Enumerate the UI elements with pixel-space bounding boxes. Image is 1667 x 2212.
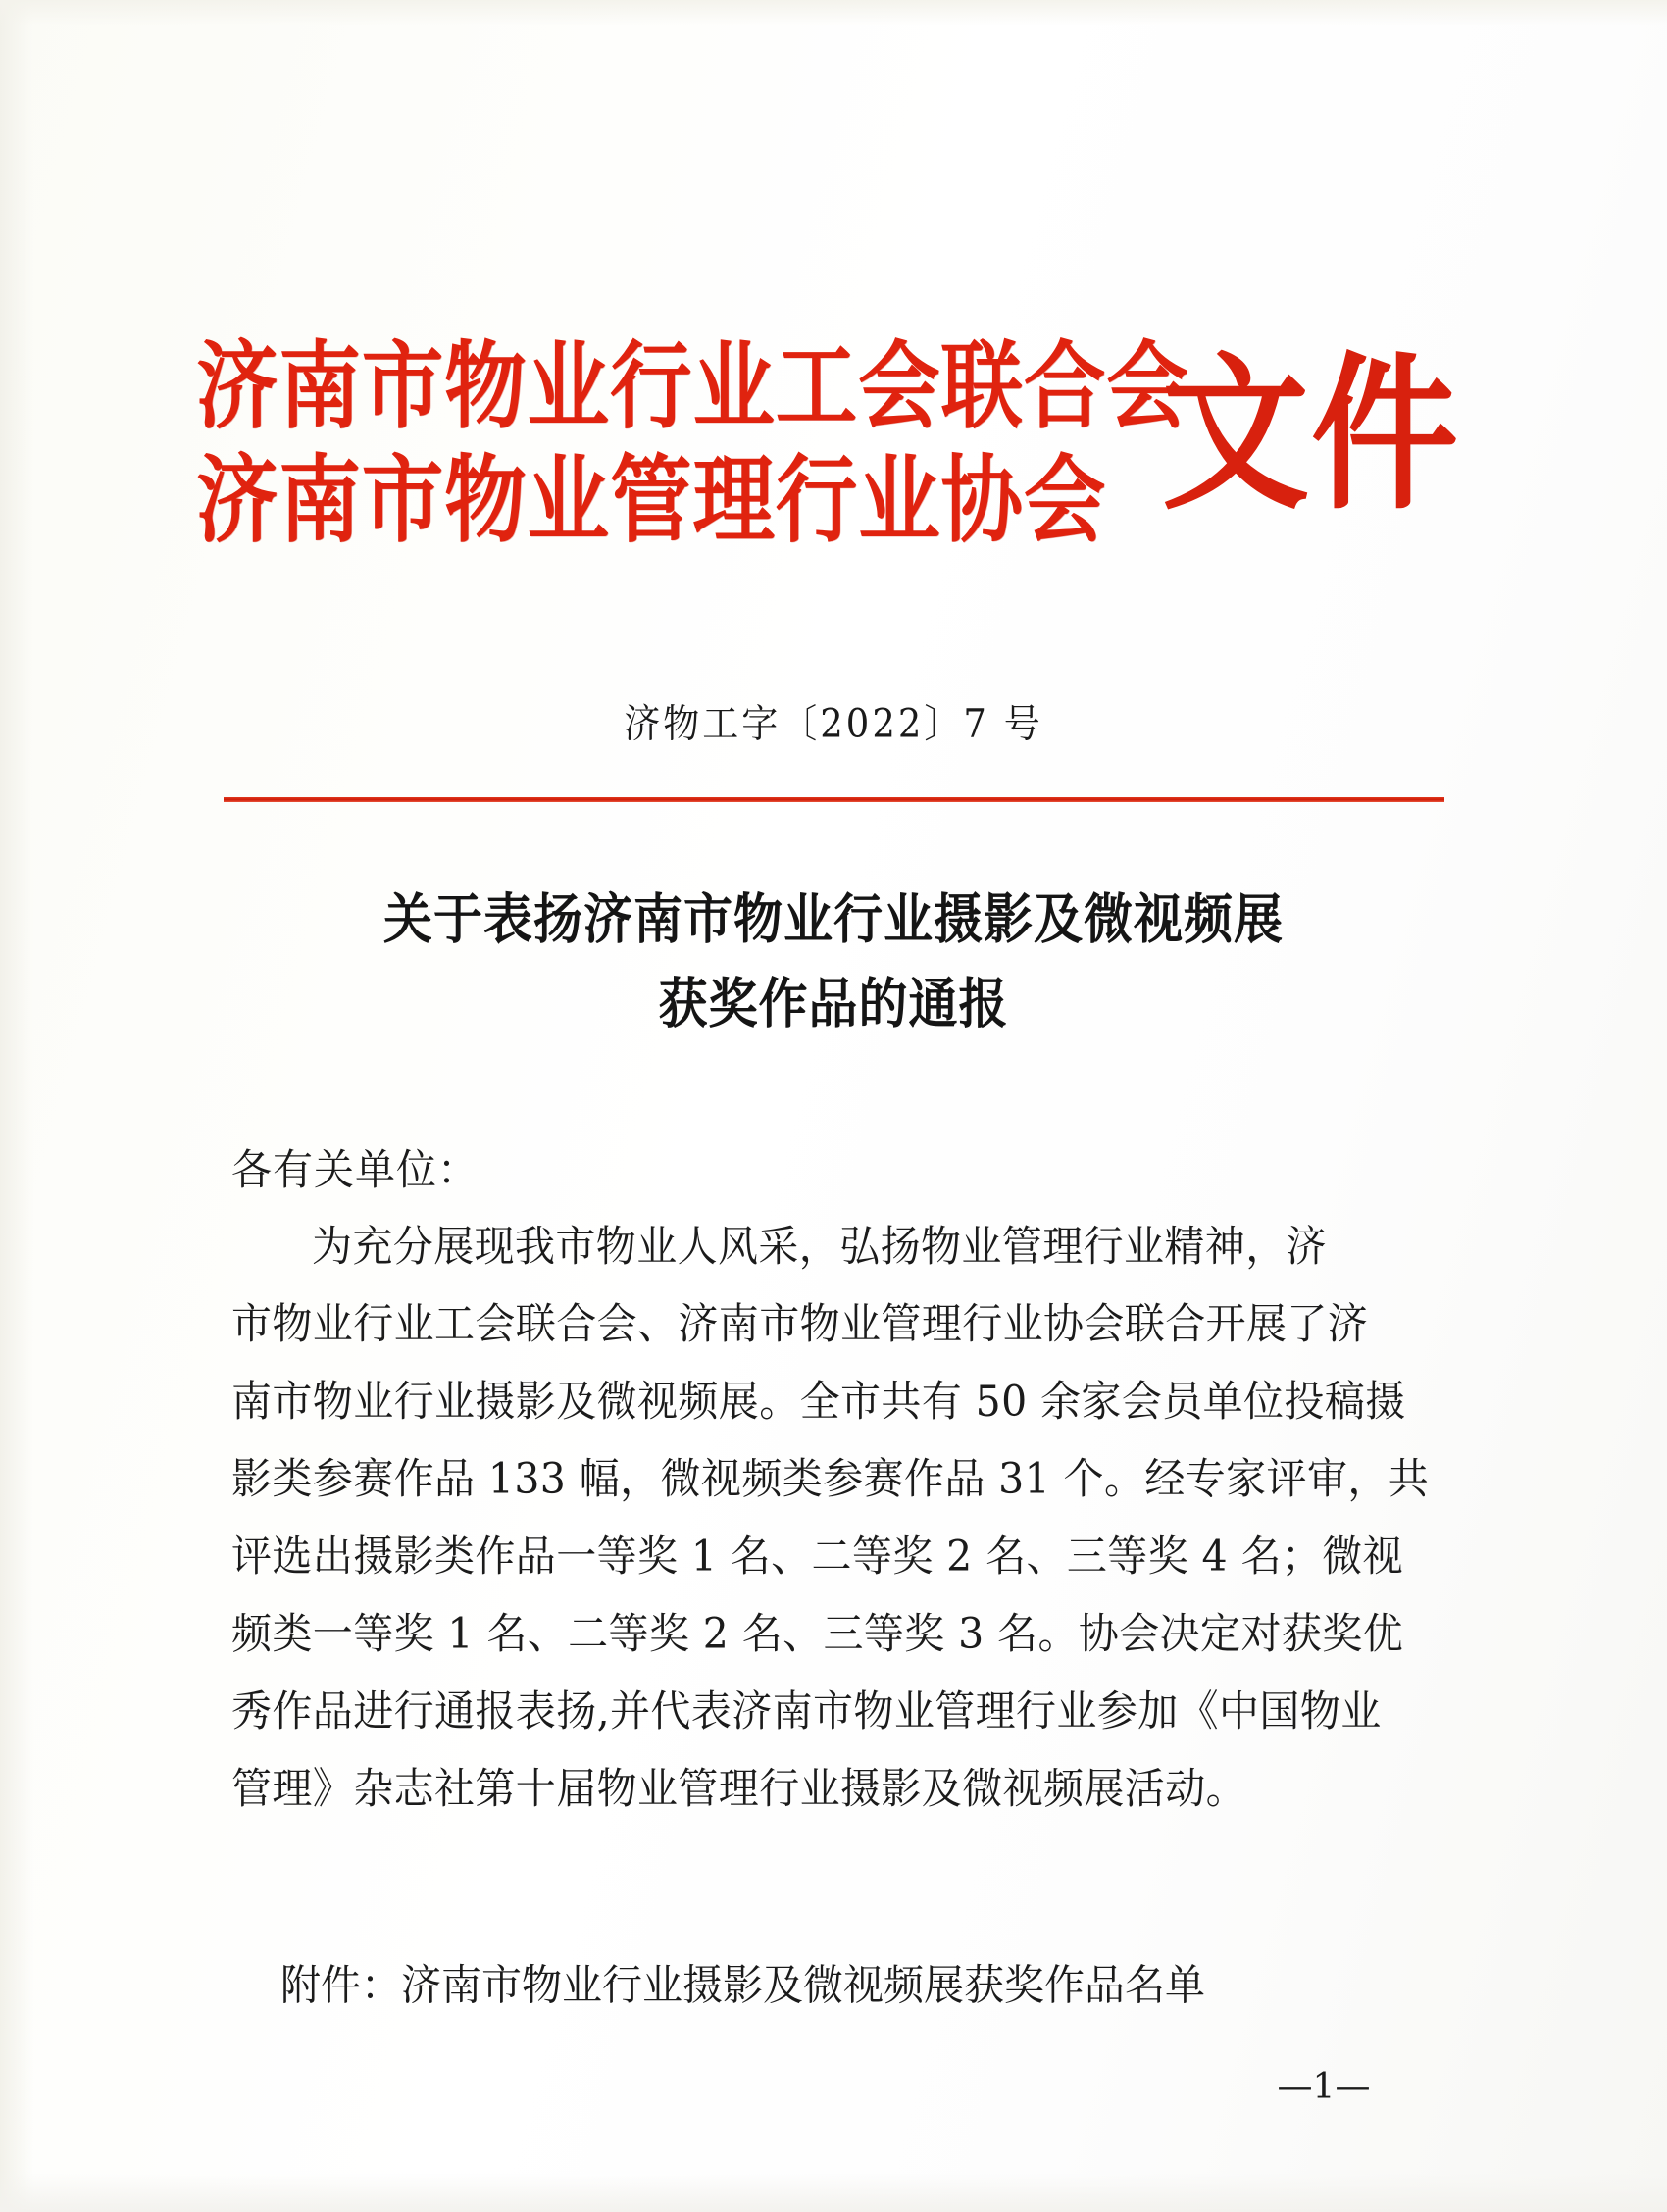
document-title-line-2: 获奖作品的通报 <box>658 972 1009 1035</box>
document-body <box>231 1130 1433 1826</box>
document-number: 济物工字〔2022〕7 号 <box>624 700 1043 746</box>
page-number: —1— <box>1277 2067 1371 2107</box>
masthead-document-word: 文件 <box>1162 335 1461 533</box>
scan-edge-shading-bottom <box>0 2173 1667 2212</box>
masthead <box>0 324 1667 618</box>
scan-edge-shading-top <box>0 0 1667 25</box>
salutation: 各有关单位： <box>231 1144 479 1195</box>
body-line: 秀作品进行通报表扬,并代表济南市物业管理行业参加《中国物业 <box>231 1685 1382 1736</box>
attachment-line: 附件：济南市物业行业摄影及微视频展获奖作品名单 <box>280 1960 1205 2011</box>
red-separator-rule <box>224 797 1444 802</box>
body-line: 影类参赛作品 133 幅，微视频类参赛作品 31 个。经专家评审，共 <box>231 1453 1430 1504</box>
body-line: 管理》杂志社第十届物业管理行业摄影及微视频展活动。 <box>231 1763 1246 1814</box>
document-title-line-1: 关于表扬济南市物业行业摄影及微视频展 <box>383 887 1284 951</box>
body-line: 评选出摄影类作品一等奖 1 名、二等奖 2 名、三等奖 4 名；微视 <box>231 1531 1404 1582</box>
body-line: 频类一等奖 1 名、二等奖 2 名、三等奖 3 名。协会决定对获奖优 <box>231 1608 1404 1659</box>
body-line: 南市物业行业摄影及微视频展。全市共有 50 余家会员单位投稿摄 <box>231 1376 1406 1427</box>
issuing-organizations <box>196 324 1189 556</box>
body-line: 为充分展现我市物业人风采，弘扬物业管理行业精神，济 <box>312 1221 1327 1272</box>
body-line: 市物业行业工会联合会、济南市物业管理行业协会联合开展了济 <box>231 1298 1369 1349</box>
document-title <box>0 878 1667 1046</box>
issuing-organization-line-1: 济南市物业行业工会联合会 <box>196 330 1189 442</box>
issuing-organization-line-2: 济南市物业管理行业协会 <box>196 444 1107 556</box>
